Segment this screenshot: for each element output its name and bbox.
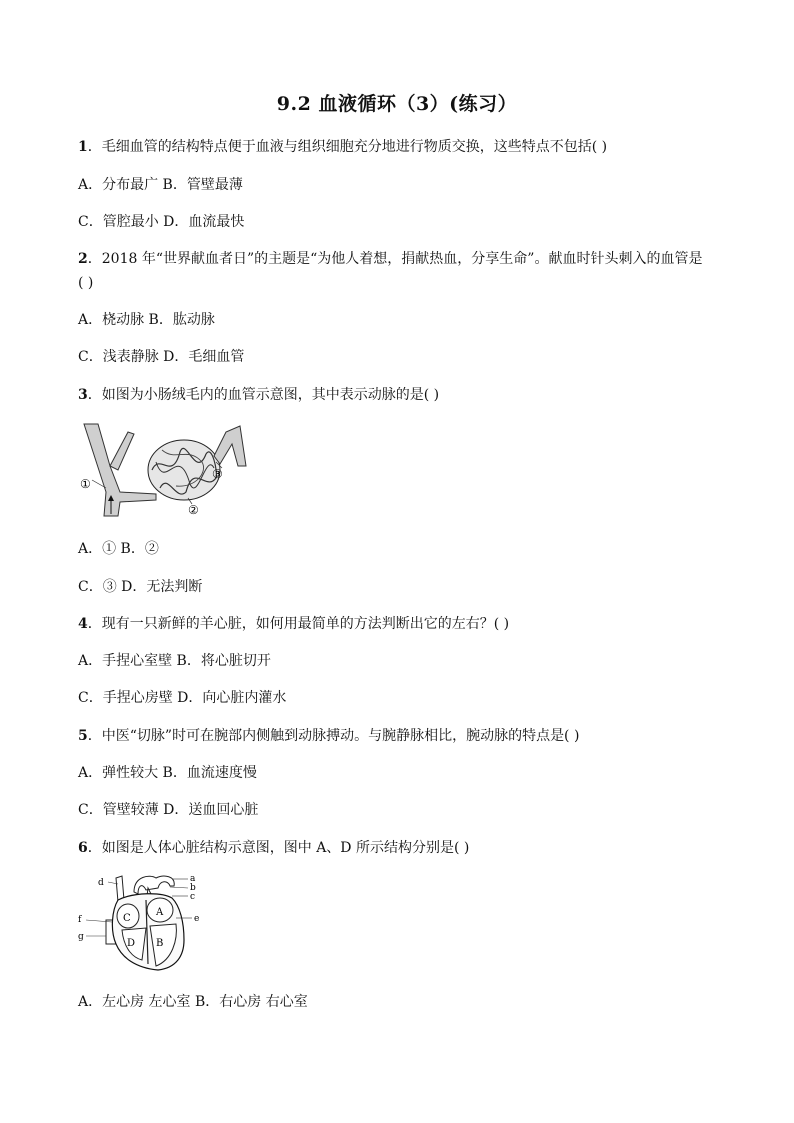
chamber-label-A: A [156,907,164,918]
question-text: ．如图为小肠绒毛内的血管示意图，其中表示动脉的是( ) [87,387,440,403]
chamber-label-D: D [127,938,136,949]
question-text: ．毛细血管的结构特点便于血液与组织细胞充分地进行物质交换，这些特点不包括( ) [87,139,608,155]
question-2-options-ab: A．桡动脉 B．肱动脉 [78,312,215,328]
question-number: 3 [78,387,88,403]
vessel-left-branch [110,432,134,470]
question-5-stem [78,727,579,745]
chamber-label-C: C [123,913,131,924]
pointer-b [170,887,188,888]
question-2-stem [78,250,702,268]
vessel-left [84,424,156,516]
villus-blood-vessel-diagram [76,422,251,518]
label-c: c [190,892,196,902]
question-1-options-ab: A．分布最广 B．管壁最薄 [78,177,243,193]
question-number: 6 [78,840,88,856]
question-4-options-cd: C．手捏心房壁 D．向心脏内灌水 [78,690,287,706]
aortic-arch [134,876,174,894]
question-text: ．现有一只新鲜的羊心脏，如何用最简单的方法判断出它的左右？( ) [87,616,510,632]
label-f: f [78,915,82,925]
question-2-stem-continued: ( ) [78,275,94,291]
question-text: ．中医“切脉”时可在腕部内侧触到动脉搏动。与腕静脉相比，腕动脉的特点是( ) [87,728,580,744]
question-2-options-cd: C．浅表静脉 D．毛细血管 [78,349,245,365]
label-d: d [98,878,104,888]
label-b: b [190,883,196,893]
label-e: e [194,914,200,924]
question-1-stem [78,138,607,156]
question-4-options-ab: A．手捏心室壁 B．将心脏切开 [78,653,271,669]
question-text: ．2018 年“世界献血者日”的主题是“为他人着想，捐献热血，分享生命”。献血时针头刺入的血管是 [87,251,703,267]
label-2: ② [188,503,199,517]
question-number: 1 [78,139,88,155]
page-title: 9.2 血液循环（3）(练习） [276,93,518,115]
heart-structure-diagram [76,870,211,974]
question-number: 2 [78,251,88,267]
question-4-stem [78,615,509,633]
question-number: 4 [78,616,88,632]
label-3: ③ [212,467,223,481]
label-a: a [190,874,196,884]
question-3-stem [78,386,439,404]
question-text: ．如图是人体心脏结构示意图，图中 A、D 所示结构分别是( ) [87,840,470,856]
question-3-options-ab: A．① B．② [78,541,159,557]
question-5-options-cd: C．管壁较薄 D．送血回心脏 [78,802,259,818]
question-3-options-cd: C．③ D．无法判断 [78,579,203,595]
label-g: g [78,932,84,942]
question-6-options-ab: A．左心房 左心室 B．右心房 右心室 [78,994,308,1010]
question-6-stem [78,839,469,857]
question-1-options-cd: C．管腔最小 D．血流最快 [78,214,245,230]
vessel-right [214,426,246,466]
question-number: 5 [78,728,88,744]
question-5-options-ab: A．弹性较大 B．血流速度慢 [78,765,257,781]
chamber-label-B: B [156,938,164,949]
label-1: ① [80,477,91,491]
